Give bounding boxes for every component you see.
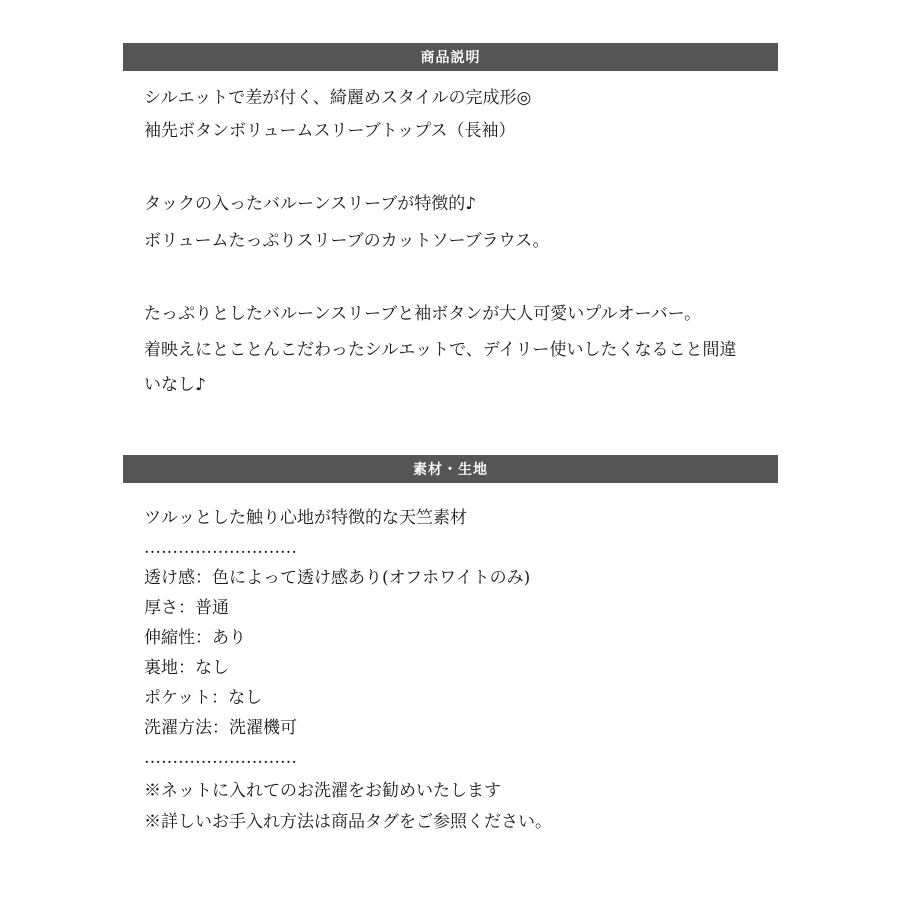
material-note: ※詳しいお手入れ方法は商品タグをご参照ください。 bbox=[144, 812, 552, 832]
description-section-header bbox=[123, 43, 778, 71]
material-line: 洗濯方法：洗濯機可 bbox=[144, 718, 297, 738]
material-divider: ……………………… bbox=[144, 748, 297, 768]
material-line: 透け感：色によって透け感あり(オフホワイトのみ) bbox=[144, 568, 531, 588]
material-line: 厚さ：普通 bbox=[144, 598, 229, 618]
description-section-title: 商品説明 bbox=[420, 50, 481, 66]
description-line: ボリュームたっぷりスリーブのカットソーブラウス。 bbox=[144, 231, 550, 251]
material-divider: ……………………… bbox=[144, 538, 297, 558]
description-line: 着映えにとことんこだわったシルエットで、デイリー使いしたくなること間違 bbox=[144, 340, 737, 360]
material-line: 伸縮性：あり bbox=[144, 628, 246, 648]
description-line: たっぷりとしたバルーンスリーブと袖ボタンが大人可愛いプルオーバー。 bbox=[144, 304, 702, 324]
material-line: ツルッとした触り心地が特徴的な天竺素材 bbox=[144, 508, 467, 528]
description-line: タックの入ったバルーンスリーブが特徴的♪ bbox=[144, 194, 477, 214]
description-line: いなし♪ bbox=[144, 375, 206, 395]
material-section-title: 素材・生地 bbox=[413, 462, 488, 478]
material-note: ※ネットに入れてのお洗濯をお勧めいたします bbox=[144, 781, 501, 801]
material-section-header bbox=[123, 455, 778, 483]
description-line: 袖先ボタンボリュームスリーブトップス（長袖） bbox=[144, 121, 516, 141]
material-line: ポケット：なし bbox=[144, 688, 263, 708]
material-line: 裏地：なし bbox=[144, 658, 229, 678]
description-line: シルエットで差が付く、綺麗めスタイルの完成形◎ bbox=[144, 88, 532, 108]
